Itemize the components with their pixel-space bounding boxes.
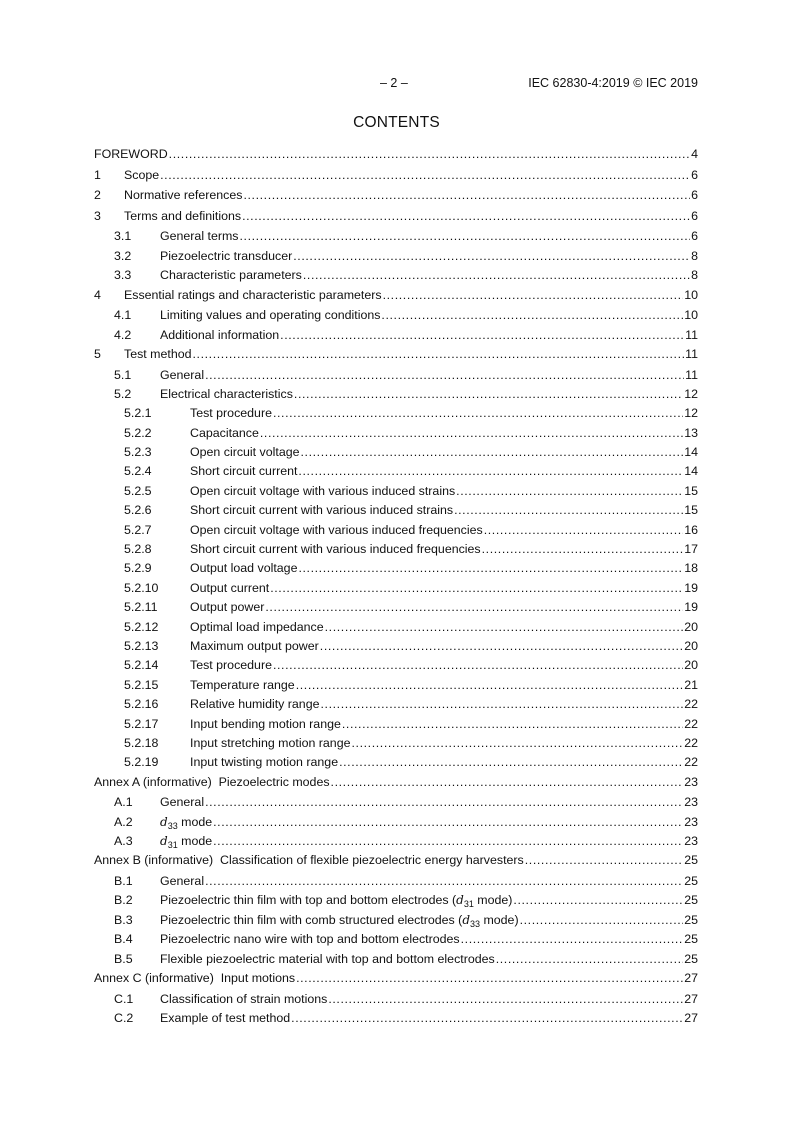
dot-leader [240,227,691,246]
dot-leader [325,618,684,637]
math-subscript: 33 [167,820,178,831]
dot-leader [205,366,684,385]
toc-entry[interactable] [94,247,698,266]
title-text: Limiting values and operating conditions [160,308,381,323]
section-title [160,872,204,891]
toc-entry[interactable] [94,715,698,734]
math-subscript: 31 [463,899,474,910]
page-ref: 22 [684,716,698,731]
toc-entry[interactable] [94,501,698,520]
dot-leader [280,326,684,345]
page-ref: 23 [684,814,698,829]
section-number: 3 [94,208,101,223]
page-ref: 23 [684,795,698,810]
section-number: 5.2.12 [124,619,159,634]
math-symbol: d [160,814,168,829]
toc-entry[interactable] [94,207,698,228]
title-text: Annex C (informative) Input motions [94,971,296,986]
title-text: Piezoelectric nano wire with top and bottom electrodes [160,932,460,947]
math-subscript: 33 [470,918,481,929]
section-number: 5.2.19 [124,755,159,770]
section-title [124,345,192,364]
title-text: General [160,874,205,889]
page-ref: 11 [685,327,698,342]
page-ref: 18 [684,561,698,576]
section-title [160,930,460,949]
section-number: 5.1 [114,367,132,382]
title-text: Capacitance [190,425,259,440]
section-title [190,656,272,675]
section-number: A.3 [114,834,133,849]
page-ref: 21 [684,677,698,692]
toc-entry[interactable] [94,656,698,675]
toc-entry[interactable] [94,891,698,910]
title-text: Output current [190,580,270,595]
toc-entry[interactable] [94,637,698,656]
title-text: Example of test method [160,1011,291,1026]
dot-leader [513,891,683,910]
page-ref: 25 [684,951,698,966]
page-ref: 22 [684,755,698,770]
dot-leader [169,145,690,164]
section-number: 5.2.8 [124,542,152,557]
title-text: Characteristic parameters [160,268,302,283]
title-text: Annex B (informative) Classification of flexible piezoelectric energy harvesters [94,853,524,868]
title-text: Flexible piezoelectric material with top and bottom electrodes [160,951,495,966]
title-text: General [160,795,205,810]
section-title [190,482,455,501]
title-text: Open circuit voltage [190,445,300,460]
title-text: Scope [124,167,160,182]
page-ref: 6 [691,208,698,223]
section-number: 5 [94,346,101,361]
section-number: 5.2.14 [124,658,159,673]
section-title [190,404,272,423]
section-number: B.2 [114,893,133,908]
title-text: Input bending motion range [190,716,341,731]
dot-leader [525,851,683,870]
toc-entry[interactable] [94,366,698,385]
page-number: – 2 – [380,76,408,90]
dot-leader [482,540,684,559]
section-title [94,145,168,164]
dot-leader [339,753,683,772]
dot-leader [484,521,683,540]
page-ref: 19 [684,600,698,615]
page-ref: 11 [685,346,698,361]
title-text: mode) [480,912,519,927]
title-text: mode) [473,893,513,908]
title-text: Maximum output power [190,638,319,653]
section-number: 5.2.1 [124,406,152,421]
section-title [160,366,204,385]
title-text: Electrical characteristics [160,386,293,401]
page-ref: 25 [684,932,698,947]
section-number: 5.2.17 [124,716,159,731]
dot-leader [342,715,683,734]
section-title [190,540,481,559]
page-ref: 19 [684,580,698,595]
toc-entry[interactable] [94,424,698,443]
section-title [124,186,242,205]
page-ref: 14 [684,464,698,479]
toc-entry[interactable] [94,930,698,949]
dot-leader [243,186,690,205]
page-ref: 20 [684,658,698,673]
toc-entry[interactable] [94,482,698,501]
page-title: CONTENTS [353,114,440,131]
section-title [190,501,453,520]
page-ref: 10 [684,308,698,323]
dot-leader [260,424,683,443]
toc-entry[interactable] [94,872,698,891]
section-number: 3.3 [114,268,132,283]
title-text: Short circuit current with various induced strains [190,503,454,518]
dot-leader [291,1009,683,1028]
section-title [160,385,293,404]
title-text: Test method [124,346,192,361]
section-title [94,773,330,792]
section-number: 5.2.15 [124,677,159,692]
title-text: Piezoelectric transducer [160,248,293,263]
toc-entry[interactable] [94,227,698,246]
section-title [160,990,327,1009]
title-text: Short circuit current [190,464,298,479]
toc-entry[interactable] [94,618,698,637]
section-number: B.4 [114,932,133,947]
standard-reference: IEC 62830-4:2019 © IEC 2019 [528,76,698,90]
toc-entry[interactable] [94,969,698,990]
page-ref: 12 [684,406,698,421]
toc-entry[interactable] [94,579,698,598]
title-text: Normative references [124,188,243,203]
section-number: 5.2.6 [124,503,152,518]
dot-leader [205,872,683,891]
section-number: B.3 [114,912,133,927]
page-ref: 8 [691,248,698,263]
section-title [124,166,159,185]
section-number: 5.2.4 [124,464,152,479]
dot-leader [298,462,683,481]
section-title [190,443,300,462]
title-text: Open circuit voltage with various induced frequencies [190,522,483,537]
toc-entry[interactable] [94,166,698,187]
section-number: 3.1 [114,229,132,244]
dot-leader [213,832,683,851]
section-number: 5.2.18 [124,735,159,750]
dot-leader [520,911,684,930]
section-title [190,462,297,481]
toc-entry[interactable] [94,559,698,578]
page-ref: 13 [684,425,698,440]
dot-leader [296,676,684,695]
dot-leader [454,501,683,520]
title-text: Additional information [160,327,280,342]
page-ref: 15 [684,483,698,498]
title-text: Relative humidity range [190,697,320,712]
section-title [160,950,495,969]
page-ref: 25 [684,912,698,927]
page-ref: 23 [684,834,698,849]
section-number: 4.2 [114,327,132,342]
toc-entry[interactable] [94,443,698,462]
title-text: Open circuit voltage with various induced strains [190,483,456,498]
section-title [94,851,524,870]
toc-entry[interactable] [94,404,698,423]
title-text: Test procedure [190,658,272,673]
section-number: B.5 [114,951,133,966]
section-number: 1 [94,167,101,182]
page-ref: 27 [684,1011,698,1026]
toc-entry[interactable] [94,773,698,794]
page-ref: 20 [684,638,698,653]
section-number: 5.2.10 [124,580,159,595]
section-number: 4 [94,287,101,302]
dot-leader [496,950,683,969]
page-ref: 6 [691,167,698,182]
toc-entry[interactable] [94,793,698,812]
title-text: Terms and definitions [124,208,242,223]
section-title [160,306,380,325]
section-number: 5.2.5 [124,483,152,498]
section-title [190,598,264,617]
page-ref: 6 [691,188,698,203]
toc-entry[interactable] [94,851,698,872]
title-text: Piezoelectric thin film with comb structured electrodes ( [160,912,463,927]
toc-entry[interactable] [94,990,698,1009]
title-text: mode [177,834,213,849]
page-ref: 16 [684,522,698,537]
toc-entry[interactable] [94,521,698,540]
page-ref: 14 [684,445,698,460]
title-text: mode [177,814,213,829]
title-text: Input stretching motion range [190,735,351,750]
toc-entry[interactable] [94,345,698,366]
page-ref: 8 [691,268,698,283]
dot-leader [265,598,683,617]
dot-leader [301,443,684,462]
dot-leader [242,207,690,226]
title-text: Short circuit current with various induced frequencies [190,542,481,557]
section-title [160,1009,290,1028]
dot-leader [273,404,683,423]
page-ref: 27 [684,991,698,1006]
title-text: Output power [190,600,265,615]
math-symbol: d [160,834,168,849]
toc-entry[interactable] [94,832,698,851]
section-title [190,715,341,734]
section-title [160,891,512,910]
title-text: Temperature range [190,677,295,692]
section-number: 5.2.2 [124,425,152,440]
section-title [190,753,338,772]
dot-leader [193,345,685,364]
section-number: A.1 [114,795,133,810]
toc-entry[interactable] [94,695,698,714]
section-title [94,969,295,988]
page-ref: 22 [684,735,698,750]
dot-leader [293,247,690,266]
dot-leader [381,306,683,325]
math-subscript: 31 [167,840,178,851]
toc-entry[interactable] [94,911,698,930]
title-text: Test procedure [190,406,272,421]
toc-entry[interactable] [94,326,698,345]
title-text: FOREWORD [94,147,168,161]
section-title [160,266,302,285]
dot-leader [160,166,690,185]
section-number: 5.2 [114,386,132,401]
dot-leader [270,579,683,598]
dot-leader [296,969,683,988]
title-text: General [160,367,205,382]
section-title [190,559,297,578]
dot-leader [328,990,683,1009]
page-ref: 22 [684,697,698,712]
section-title [160,832,212,851]
section-number: A.2 [114,814,133,829]
toc-entry[interactable] [94,266,698,285]
page-ref: 6 [691,229,698,244]
section-number: 5.2.3 [124,445,152,460]
toc-entry[interactable] [94,753,698,772]
section-title [160,911,519,930]
title-text: Annex A (informative) Piezoelectric modes [94,774,330,789]
section-title [160,227,239,246]
toc-entry[interactable] [94,676,698,695]
section-number: 5.2.7 [124,522,152,537]
page-ref: 11 [685,367,698,382]
section-number: B.1 [114,874,133,889]
section-title [190,579,269,598]
dot-leader [383,286,684,305]
toc-entry[interactable] [94,286,698,307]
section-number: C.1 [114,991,134,1006]
page-ref: 25 [684,893,698,908]
toc-entry[interactable] [94,186,698,207]
section-number: 5.2.16 [124,697,159,712]
dot-leader [331,773,684,792]
section-number: 5.2.11 [124,600,158,615]
title-text: Output load voltage [190,561,298,576]
page-ref: 10 [684,287,698,302]
page-ref: 20 [684,619,698,634]
dot-leader [320,637,683,656]
section-title [190,618,324,637]
dot-leader [298,559,683,578]
dot-leader [213,813,683,832]
math-symbol: d [456,893,464,908]
toc-entry[interactable] [94,813,698,832]
section-title [160,247,292,266]
section-number: 4.1 [114,308,132,323]
toc-entry[interactable] [94,734,698,753]
section-title [190,734,351,753]
dot-leader [205,793,683,812]
title-text: Essential ratings and characteristic parameters [124,287,382,302]
section-title [190,695,319,714]
section-title [190,521,483,540]
section-number: C.2 [114,1011,134,1026]
section-title [124,286,382,305]
page-ref: 25 [684,853,698,868]
toc-entry[interactable] [94,385,698,404]
dot-leader [303,266,690,285]
title-text: Classification of strain motions [160,991,328,1006]
section-number: 2 [94,188,101,203]
dot-leader [320,695,683,714]
title-text: Optimal load impedance [190,619,324,634]
toc-entry[interactable] [94,950,698,969]
dot-leader [294,385,683,404]
section-title [160,326,279,345]
toc-entry[interactable] [94,1009,698,1028]
page-ref: 23 [684,774,698,789]
dot-leader [352,734,684,753]
math-symbol: d [462,912,470,927]
section-number: 3.2 [114,248,132,263]
dot-leader [273,656,683,675]
page-ref: 27 [684,971,698,986]
section-title [190,637,319,656]
section-number: 5.2.9 [124,561,152,576]
title-text: Piezoelectric thin film with top and bottom electrodes ( [160,893,457,908]
page-ref: 15 [684,503,698,518]
section-title [190,424,259,443]
page-ref: 4 [691,147,698,161]
page-ref: 25 [684,874,698,889]
section-title [124,207,241,226]
section-number: 5.2.13 [124,638,159,653]
table-of-contents [94,145,698,1028]
toc-entry[interactable] [94,306,698,325]
toc-entry[interactable] [94,462,698,481]
toc-entry[interactable] [94,540,698,559]
dot-leader [461,930,684,949]
toc-entry[interactable] [94,598,698,617]
section-title [190,676,295,695]
dot-leader [456,482,683,501]
page-ref: 17 [684,542,698,557]
title-text: Input twisting motion range [190,755,339,770]
page-ref: 12 [684,386,698,401]
title-text: General terms [160,229,239,244]
section-title [160,793,204,812]
toc-entry[interactable] [94,145,698,166]
section-title [160,813,212,832]
